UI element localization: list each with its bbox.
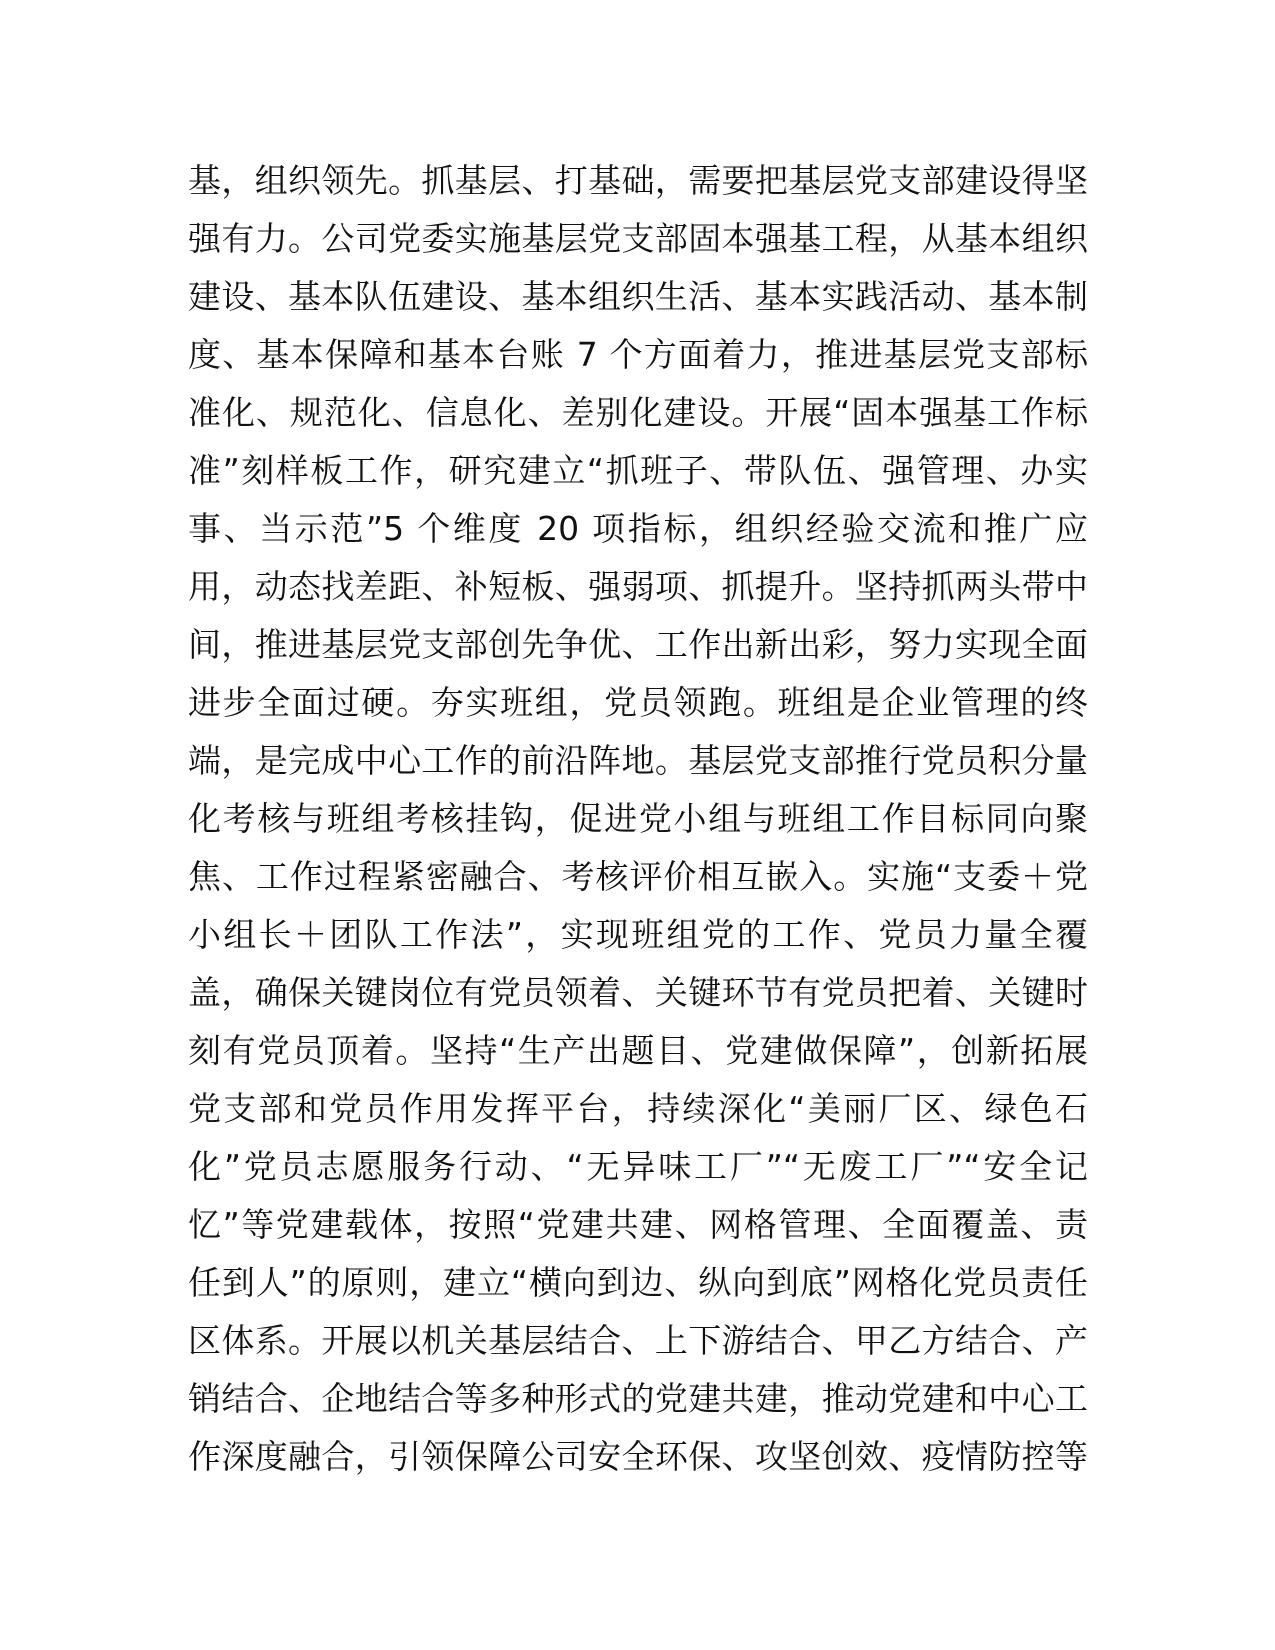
- text-line: 准化、规范化、信息化、差别化建设。开展“固本强基工作标: [188, 393, 1088, 432]
- text-line: 作深度融合，引领保障公司安全环保、攻坚创效、疫情防控等: [188, 1437, 1088, 1476]
- text-line: 区体系。开展以机关基层结合、上下游结合、甲乙方结合、产: [188, 1321, 1088, 1360]
- text-line: 化”党员志愿服务行动、“无异味工厂”“无废工厂”“安全记: [188, 1147, 1088, 1186]
- text-line: 间，推进基层党支部创先争优、工作出新出彩，努力实现全面: [188, 625, 1088, 664]
- text-line: 销结合、企地结合等多种形式的党建共建，推动党建和中心工: [188, 1379, 1088, 1418]
- text-line: 小组长＋团队工作法”，实现班组党的工作、党员力量全覆: [188, 915, 1088, 954]
- text-line: 忆”等党建载体，按照“党建共建、网格管理、全面覆盖、责: [188, 1205, 1088, 1244]
- text-line: 任到人”的原则，建立“横向到边、纵向到底”网格化党员责任: [188, 1263, 1088, 1302]
- text-line: 党支部和党员作用发挥平台，持续深化“美丽厂区、绿色石: [188, 1089, 1088, 1128]
- text-line: 强有力。公司党委实施基层党支部固本强基工程，从基本组织: [188, 219, 1088, 258]
- body-paragraph: [188, 152, 1088, 1486]
- text-line: 化考核与班组考核挂钩，促进党小组与班组工作目标同向聚: [188, 799, 1088, 838]
- text-line: 进步全面过硬。夯实班组，党员领跑。班组是企业管理的终: [188, 683, 1088, 722]
- text-line: 事、当示范”5 个维度 20 项指标，组织经验交流和推广应: [188, 509, 1088, 548]
- text-line: 建设、基本队伍建设、基本组织生活、基本实践活动、基本制: [188, 277, 1088, 316]
- text-line: 用，动态找差距、补短板、强弱项、抓提升。坚持抓两头带中: [188, 567, 1088, 606]
- text-line: 度、基本保障和基本台账 7 个方面着力，推进基层党支部标: [188, 335, 1088, 374]
- text-line: 端，是完成中心工作的前沿阵地。基层党支部推行党员积分量: [188, 741, 1088, 780]
- text-line: 焦、工作过程紧密融合、考核评价相互嵌入。实施“支委＋党: [188, 857, 1088, 896]
- text-line: 准”刻样板工作，研究建立“抓班子、带队伍、强管理、办实: [188, 451, 1088, 490]
- text-line: 刻有党员顶着。坚持“生产出题目、党建做保障”，创新拓展: [188, 1031, 1088, 1070]
- text-line: 基，组织领先。抓基层、打基础，需要把基层党支部建设得坚: [188, 161, 1088, 200]
- text-line: 盖，确保关键岗位有党员领着、关键环节有党员把着、关键时: [188, 973, 1088, 1012]
